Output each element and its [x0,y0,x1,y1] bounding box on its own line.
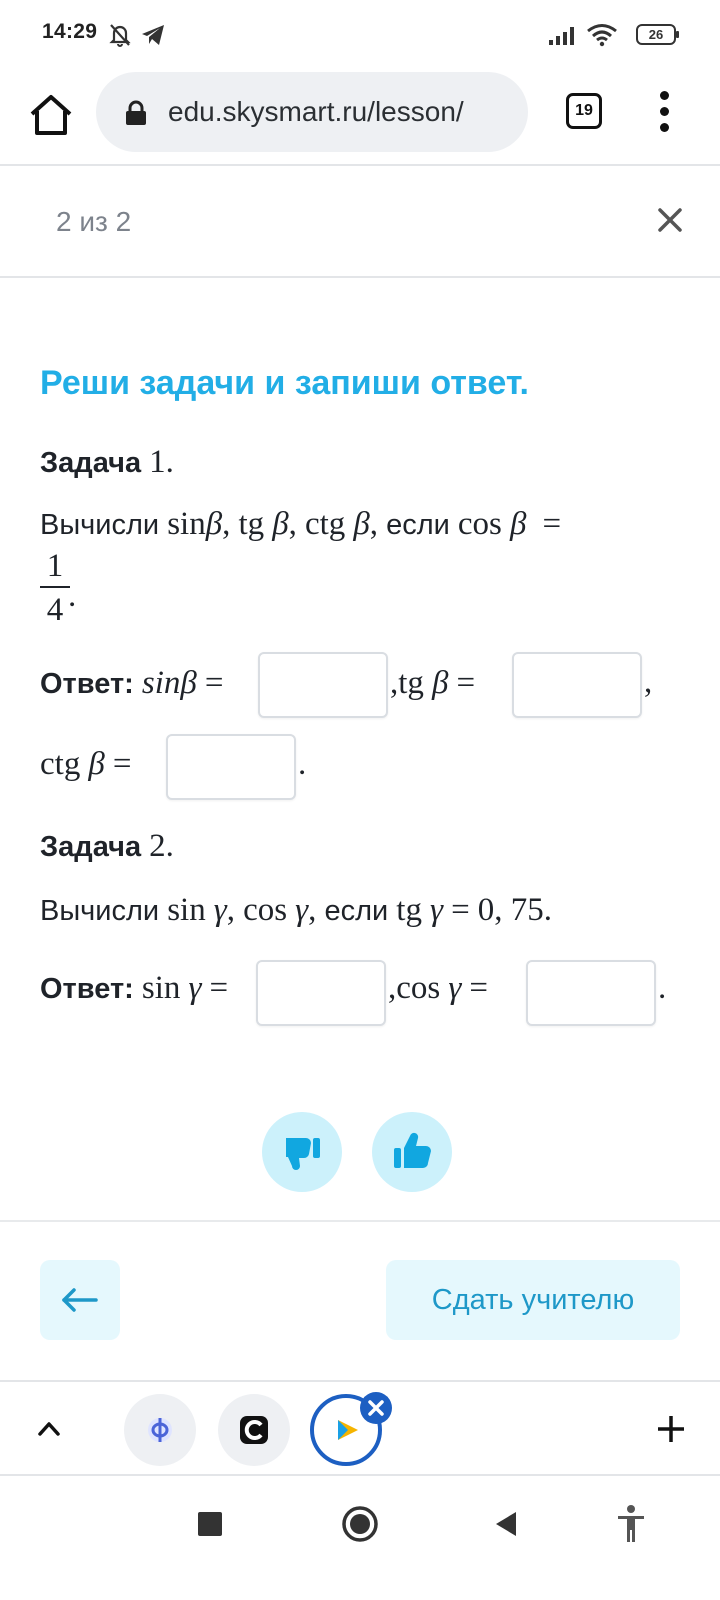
task1-sin: sin [167,506,206,542]
close-icon[interactable] [652,202,688,238]
task1-ctg: ctg [304,506,346,542]
url-text: edu.skysmart.ru/lesson/ [168,96,464,127]
accessibility-icon[interactable] [616,1504,646,1544]
address-bar[interactable] [96,72,528,152]
task2-answer-cos-part [388,970,488,1007]
tab-thumbnail-1[interactable] [124,1394,196,1466]
task1-answer-eq: = [112,746,132,782]
task1-answer-row1 [40,665,224,702]
mute-bell-icon [108,22,132,48]
answer-input-cos-gamma[interactable] [526,960,656,1026]
divider [0,1220,720,1222]
browser-menu-icon[interactable] [650,90,680,134]
task1-answer-row2 [40,746,132,783]
status-bar [0,0,720,70]
fraction-bar [40,586,70,588]
lock-icon [124,100,148,126]
task1-label: Задача [40,447,142,479]
task1-answer-tg: tg [398,665,424,701]
new-tab-icon[interactable] [654,1412,688,1446]
task1-comma: , [222,506,231,542]
battery-icon: 26 [636,24,676,45]
wifi-icon [586,23,618,47]
task1-beta: β [353,506,370,542]
task1-if-text: если [386,509,450,541]
task1-answer-eq: = [204,665,224,701]
lesson-header [0,166,720,278]
task1-beta: β [272,506,289,542]
answer-input-tg-beta[interactable] [512,652,642,718]
answer-input-sin-beta[interactable] [258,652,388,718]
back-triangle-icon[interactable] [492,1510,520,1538]
task2-title [40,828,174,865]
task1-prompt-text: Вычисли [40,509,160,541]
task1-dot: . [298,746,307,782]
answer-input-sin-gamma[interactable] [256,960,386,1026]
answer-input-ctg-beta[interactable] [166,734,296,800]
task2-gamma: γ [295,892,309,928]
browser-toolbar [0,70,720,166]
system-navigation-bar [0,1478,720,1600]
status-time: 14:29 [42,20,98,43]
task2-gamma: γ [213,892,227,928]
task2-gamma: γ [448,970,462,1006]
task1-eq: = [542,506,562,542]
task2-gamma: γ [430,892,444,928]
task1-comma: , [288,506,297,542]
task1-title [40,444,174,481]
task2-answer-eq: = [469,970,489,1006]
home-icon[interactable] [26,90,76,140]
task1-answer-tg-part [390,665,475,702]
task2-comma: , [308,892,317,928]
like-button[interactable] [372,1112,452,1192]
task2-comma: , [388,970,397,1006]
task1-comma: , [644,664,653,700]
telegram-icon [140,23,166,47]
close-icon [360,1392,392,1424]
task2-tg: tg [396,892,422,928]
close-tab-badge[interactable] [360,1392,392,1424]
task2-answer-cos: cos [396,970,441,1006]
task2-comma: , [226,892,236,928]
back-button[interactable] [40,1260,120,1340]
task1-fraction [40,548,70,629]
recents-square-icon[interactable] [196,1510,224,1538]
arrow-left-icon [40,1260,120,1340]
c-app-icon [218,1394,290,1466]
task2-eq: = [451,892,470,928]
task1-answer-eq: = [456,665,476,701]
fraction-numerator: 1 [46,548,64,584]
task2-answer-sin: sin [141,970,181,1006]
task-heading: Реши задачи и запиши ответ. [40,364,529,402]
task2-gamma: γ [188,970,202,1006]
task1-answer-ctg: ctg [40,746,81,782]
task2-cos: cos [243,892,288,928]
dislike-button[interactable] [262,1112,342,1192]
task2-value: 0, 75. [477,892,553,928]
thumbs-down-icon [262,1112,342,1192]
task1-tg: tg [238,506,265,542]
task2-answer-label: Ответ: [40,973,134,1005]
thumbs-up-icon [372,1112,452,1192]
home-circle-icon[interactable] [340,1504,380,1544]
task1-beta: β [88,746,105,782]
task1-beta: β [205,506,223,542]
task2-sin: sin [167,892,206,928]
task2-prompt-text: Вычисли [40,895,160,927]
tab-switcher-button[interactable]: 19 [566,93,602,129]
task2-dot: . [658,970,667,1006]
task2-label: Задача [40,831,142,863]
task2-answer-eq: = [209,970,229,1006]
task1-answer-label: Ответ: [40,668,134,700]
task1-beta: β [431,665,449,701]
task2-answer-row [40,970,228,1007]
task1-answer-sin: sinβ [141,665,197,701]
task1-number: 1. [149,444,174,480]
task2-prompt [40,892,552,929]
task1-comma: , [369,506,379,542]
fraction-denominator: 4 [46,592,64,628]
task1-beta: β [509,506,527,542]
task1-comma: , [390,665,399,701]
task2-number: 2. [149,828,174,864]
task1-cos: cos [457,506,502,542]
signal-icon [548,24,578,46]
chevron-up-icon[interactable] [32,1412,66,1446]
task1-dot: . [68,578,77,614]
lesson-progress: 2 из 2 [56,206,132,237]
task2-if-text: если [324,895,389,927]
task1-prompt [40,506,561,543]
tab-thumbnail-2[interactable] [218,1394,290,1466]
submit-to-teacher-button[interactable]: Сдать учителю [386,1260,680,1340]
phi-app-icon [124,1394,196,1466]
